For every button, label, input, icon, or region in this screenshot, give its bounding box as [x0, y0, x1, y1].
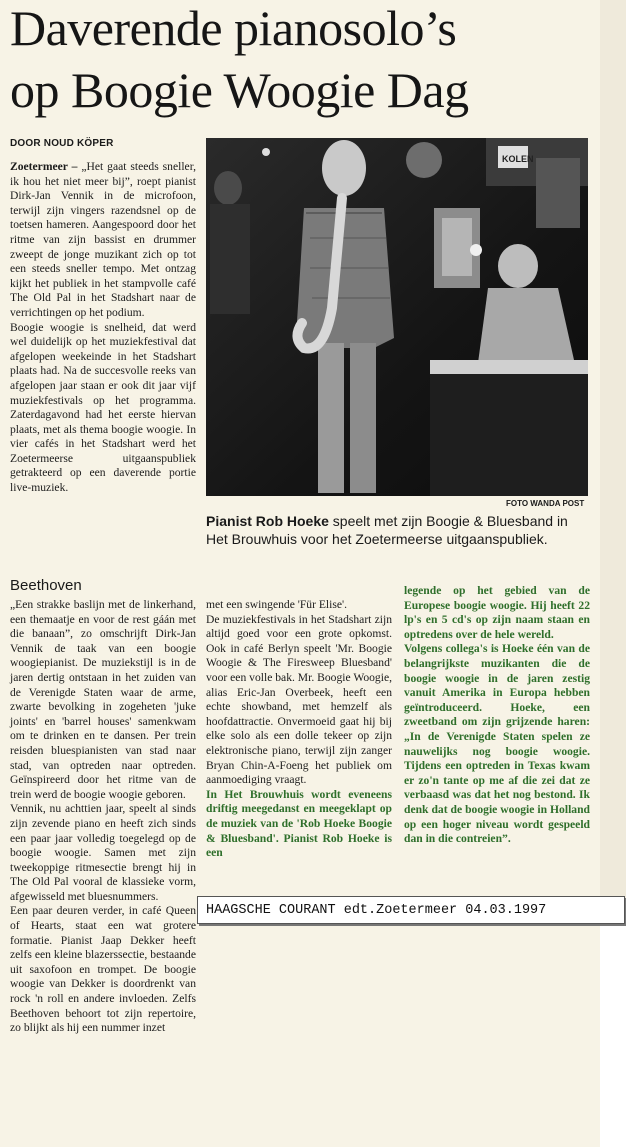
paragraph-4: Vennik, nu achttien jaar, speelt al sinds zijn zevende piano en heeft zich sinds een paar jaar volledig toegelegd op de boogie woogie. Samen met zijn tweekoppige ritmesectie brengt hij in The Old Pal vooral de klassieke vorm, afgewisseld met bluesnummers.	[10, 802, 196, 903]
news-photo	[206, 138, 588, 496]
paragraph-3: „Een strakke baslijn met de linkerhand, een themaatje en voor de rest gáán met die banaan”, zo omschrijft Dirk-Jan Vennik de taak van een boogie woogiepianist. De muziekstijl is in de jaren dertig ontstaan in het zuiden van de Verenigde Staten waar de arme, zwarte bevolking in zogeheten 'juke joints' en 'barrel houses' samenkwam om te drinken en te dansen. Per trein reisden bluespianisten van stad naar stad, van optreden naar optreden. Geïnspireerd door het ritme van de trein werd de boogie woogie geboren.	[10, 598, 196, 801]
dateline: Zoetermeer –	[10, 160, 78, 173]
photo-caption	[206, 512, 590, 548]
paragraph-6: met een swingende 'Für Elise'.	[206, 598, 348, 611]
article-column-right	[404, 584, 590, 847]
piano-body	[430, 374, 588, 496]
source-stamp: HAAGSCHE COURANT edt.Zoetermeer 04.03.1997	[197, 896, 625, 924]
saxophonist-leg	[350, 343, 376, 493]
highlighted-paragraph-3: Volgens collega's is Hoeke één van de belangrijkste muzikanten die de boogie woogie in de jaren zestig vanuit Amerika in Europa hebben geïntroduceerd. Hoeke, een zweetband om zijn grijzende haren: „In de Verenigde Staten spelen ze nauwelijks nog boogie woogie. Tijdens een optreden in Texas kwam er zo'n tante op me af die zei dat ze verbaasd was dat het nog bestond. Ik denk dat de boogie woogie in Holland op een hoger niveau wordt gespeeld dan in die contreien”.	[404, 642, 590, 846]
paragraph-5: Een paar deuren verder, in café Queen of Hearts, staat een wat grotere formatie. Pianist Jaap Dekker heeft zelfs een kleine blazerssectie, bestaande uit saxofoon en trompet. De boogie woogie van Dekker is doordrenkt van rock 'n roll en andere invloeden. Zelfs Beethoven behoort tot zijn repertoire, zo blijkt als hij een nummer inzet	[10, 904, 196, 1035]
headline-line-1: Daverende pianosolo’s	[10, 0, 457, 56]
saxophonist-shirt	[296, 208, 394, 348]
wall-clock	[406, 142, 442, 178]
intro-text: „Het gaat steeds sneller, ik hou het niet meer bij”, roept pianist Dirk-Jan Vennik in de microfoon, terwijl zijn vingers razendsnel op de toetsen hameren. Aangespoord door het ritme van zijn bassist en drummer zweept de jonge muzikant zich op tot een steeds sneller tempo. Met ontzag kijkt het publiek in het stampvolle café The Old Pal in het Stadshart naar de verrichtingen op het podium.	[10, 160, 196, 319]
paper-edge	[600, 0, 626, 900]
pianist-head	[498, 244, 538, 288]
intro-paragraph	[10, 160, 196, 321]
saxophonist-leg	[318, 343, 344, 493]
caption-text: speelt met zijn Boogie & Bluesband in Het Brouwhuis voor het Zoetermeerse uitgaanspubliek.	[206, 513, 568, 547]
article-column-left-top	[10, 160, 196, 496]
caption-bold: Pianist Rob Hoeke	[206, 513, 329, 529]
photo-illustration	[206, 138, 588, 496]
headline-line-2: op Boogie Woogie Dag	[10, 62, 469, 118]
paragraph-2: Boogie woogie is snelheid, dat werd wel duidelijk op het muziekfestival dat afgelopen weekeinde in het Stadshart plaats had. Na de succesvolle reeks van afgelopen jaar staan er ook dit jaar vijf muziekfestivals op het programma. Zaterdagavond had het eerste hiervan plaats, met als thema boogie woogie. In vier cafés in het Stadshart werd het Zoetermeerse uitgaanspubliek getrakteerd op een daverende portie live-muziek.	[10, 320, 196, 495]
article-column-middle	[206, 598, 392, 861]
stage-light	[470, 244, 482, 256]
piano-keys	[430, 360, 588, 374]
paragraph-7: De muziekfestivals in het Stadshart zijn altijd goed voor een grote opkomst. Ook in café Berlyn speelt 'Mr. Boogie Woogie & The Firesweep Bluesband' voor een volle bak. Mr. Boogie Woogie, alias Eric-Jan Overbeek, heeft een echte showband, met hemzelf als hoofdattractie. Onvermoeid gaat hij bij elke solo als een dolle tekeer op zijn elektronische piano, terwijl zijn zanger Bryan Chin-A-Foeng het publiek om aanmoediging vraagt.	[206, 612, 392, 787]
wall-sign-text: KOLEN	[502, 154, 534, 164]
saxophonist-head	[322, 140, 366, 196]
highlighted-paragraph-2: legende op het gebied van de Europese boogie woogie. Hij heeft 22 lp's en 5 cd's op zijn naam staan en optredens over de hele wereld.	[404, 584, 590, 641]
photo-credit: FOTO WANDA POST	[506, 499, 585, 508]
byline: DOOR NOUD KÖPER	[10, 138, 114, 149]
stage-light	[262, 148, 270, 156]
highlighted-paragraph-1: In Het Brouwhuis wordt eveneens driftig meegedanst en meegeklapt op de muziek van de 'Rob Hoeke Boogie & Bluesband'. Pianist Rob Hoeke is een	[206, 787, 392, 860]
article-column-left-bottom	[10, 598, 196, 1036]
drummer-figure	[214, 171, 242, 205]
subhead: Beethoven	[10, 577, 82, 594]
